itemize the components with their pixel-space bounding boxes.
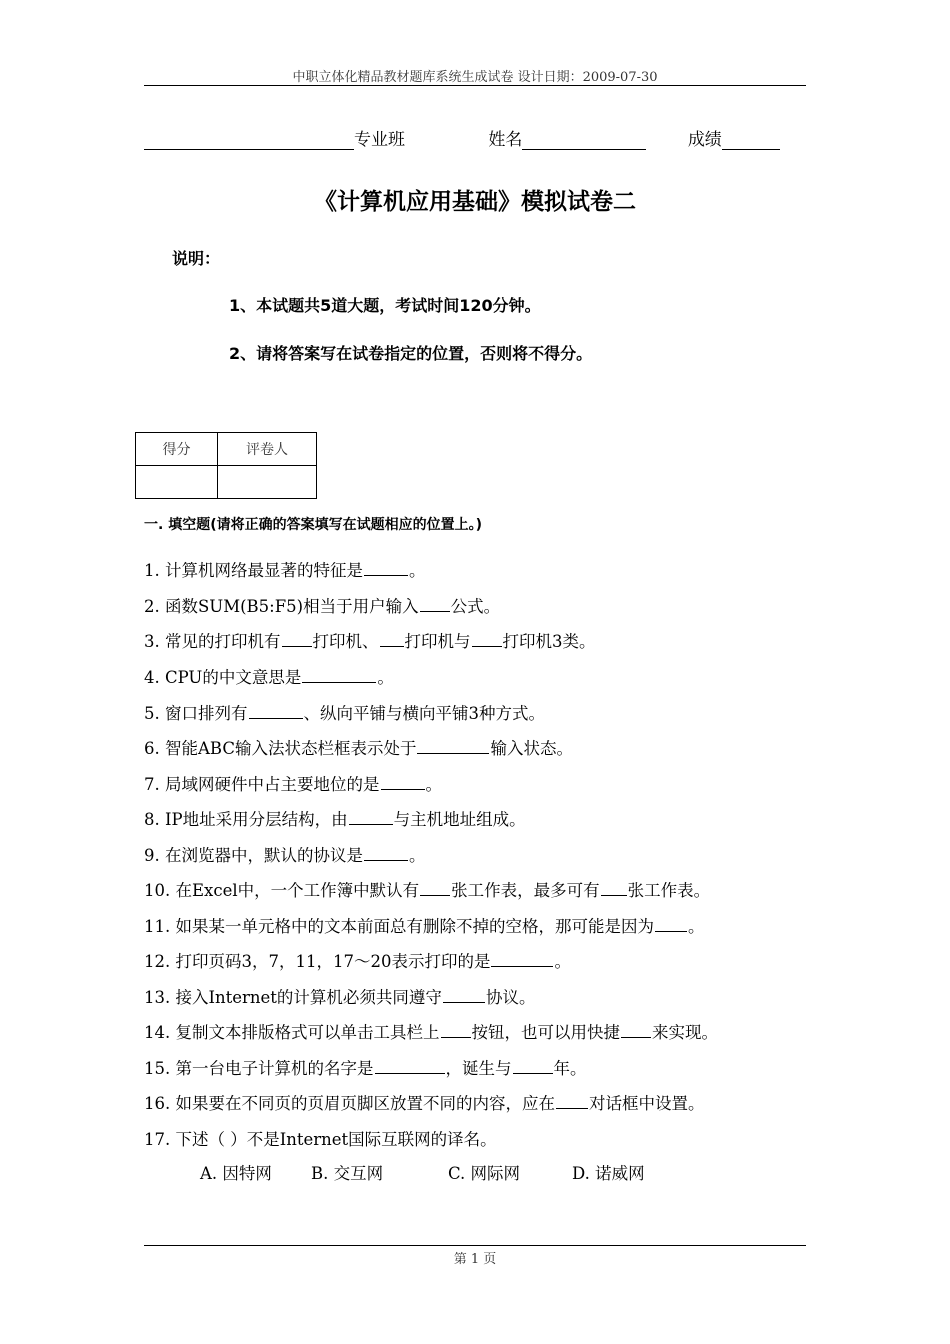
option-c: C. 网际网 [448,1164,521,1183]
question-10: 10. 在Excel中，一个工作簿中默认有 张工作表，最多可有 张工作表。 [144,877,710,901]
answer-blank [601,878,627,896]
answer-blank [417,736,489,754]
option-b: B. 交互网 [311,1164,384,1183]
question-1: 1. 计算机网络最显著的特征是 。 [144,557,426,581]
page-number: 第 1 页 [453,1252,497,1267]
answer-blank [556,1091,588,1109]
question-4: 4. CPU的中文意思是 。 [144,664,394,688]
question-5: 5. 窗口排列有 、纵向平铺与横向平铺3种方式。 [144,700,545,724]
question-15: 15. 第一台电子计算机的名字是 ，诞生与 年。 [144,1055,587,1079]
question-3: 3. 常见的打印机有 打印机、 打印机与 打印机3类。 [144,628,596,652]
question-11: 11. 如果某一单元格中的文本前面总有删除不掉的空格，那可能是因为 。 [144,913,705,937]
answer-blank [655,914,687,932]
question-2: 2. 函数SUM(B5:F5)相当于用户输入 公式。 [144,593,500,617]
score-blank [722,129,780,150]
exam-title: 《计算机应用基础》模拟试卷二 [314,189,636,215]
answer-blank [349,807,393,825]
answer-blank [302,665,376,683]
answer-blank [621,1020,651,1038]
answer-blank [443,985,485,1003]
answer-blank [282,629,312,647]
question-9: 9. 在浏览器中，默认的协议是 。 [144,842,426,866]
grader-header: 评卷人 [218,433,317,466]
instruction-item: 1、本试题共5道大题，考试时间120分钟。 [229,296,541,315]
score-header: 得分 [136,433,218,466]
header-divider [144,85,806,86]
score-label: 成绩 [687,130,722,150]
answer-blank [420,878,450,896]
score-table [135,432,317,499]
page-header: 中职立体化精品教材题库系统生成试卷 设计日期：2009-07-30 [292,70,658,85]
student-info-row [144,125,806,151]
instruction-item: 2、请将答案写在试卷指定的位置，否则将不得分。 [229,344,593,363]
answer-blank [420,594,450,612]
question-14: 14. 复制文本排版格式可以单击工具栏上 按钮，也可以用快捷 来实现。 [144,1019,718,1043]
answer-blank [249,701,303,719]
question-17: 17. 下述（ ）不是Internet国际互联网的译名。 [144,1130,497,1149]
question-16: 16. 如果要在不同页的页眉页脚区放置不同的内容，应在 对话框中设置。 [144,1090,705,1114]
answer-options [200,1160,645,1184]
answer-blank [375,1056,445,1074]
answer-blank [491,949,553,967]
answer-blank [513,1056,553,1074]
question-13: 13. 接入Internet的计算机必须共同遵守 协议。 [144,984,535,1008]
answer-blank [472,629,502,647]
name-label: 姓名 [488,130,523,150]
question-7: 7. 局域网硬件中占主要地位的是 。 [144,771,442,795]
section-title: 一. 填空题(请将正确的答案填写在试题相应的位置上。) [144,517,482,533]
class-label: 专业班 [354,130,405,150]
option-a: A. 因特网 [200,1164,272,1183]
answer-blank [364,558,408,576]
footer-divider [144,1245,806,1246]
answer-blank [381,772,425,790]
question-12: 12. 打印页码3，7，11，17～20表示打印的是 。 [144,948,571,972]
question-8: 8. IP地址采用分层结构，由 与主机地址组成。 [144,806,526,830]
name-blank [522,129,646,150]
class-blank [144,129,354,150]
instructions-label: 说明： [172,249,221,268]
answer-blank [364,843,408,861]
grader-cell [218,466,317,499]
score-cell [136,466,218,499]
answer-blank [380,629,404,647]
question-6: 6. 智能ABC输入法状态栏框表示处于 输入状态。 [144,735,573,759]
option-d: D. 诺威网 [572,1164,645,1183]
answer-blank [441,1020,471,1038]
